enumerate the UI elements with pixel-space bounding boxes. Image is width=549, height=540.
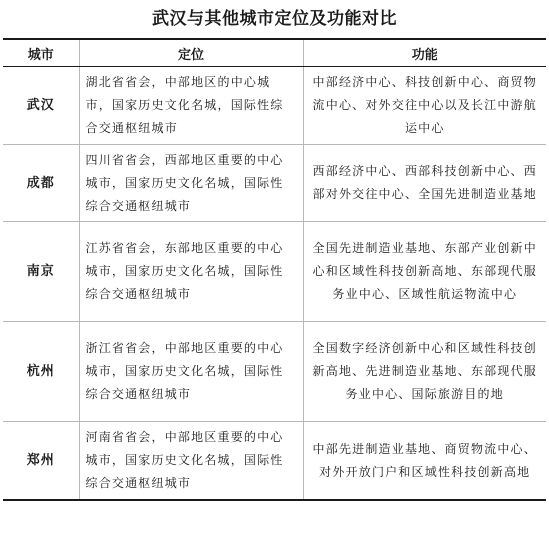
function-cell: 全国数字经济创新中心和区域性科技创新高地、先进制造业基地、东部现代服务业中心、国际旅游目的地	[303, 322, 546, 422]
function-cell: 西部经济中心、西部科技创新中心、西部对外交往中心、全国先进制造业基地	[303, 145, 546, 222]
function-cell: 中部先进制造业基地、商贸物流中心、对外开放门户和区域性科技创新高地	[303, 422, 546, 501]
table-header-row	[3, 39, 546, 67]
table-title: 武汉与其他城市定位及功能对比	[152, 9, 397, 29]
header-position: 定位	[79, 39, 303, 67]
position-cell: 湖北省省会，中部地区的中心城市，国家历史文化名城，国际性综合交通枢纽城市	[79, 67, 303, 145]
table-row	[3, 222, 546, 322]
table-row	[3, 322, 546, 422]
city-cell: 郑州	[3, 422, 79, 501]
table-row	[3, 67, 546, 145]
city-cell: 武汉	[3, 67, 79, 145]
function-cell: 中部经济中心、科技创新中心、商贸物流中心、对外交往中心以及长江中游航运中心	[303, 67, 546, 145]
function-cell: 全国先进制造业基地、东部产业创新中心和区域性科技创新高地、东部现代服务业中心、区域性航运物流中心	[303, 222, 546, 322]
position-cell: 江苏省省会，东部地区重要的中心城市，国家历史文化名城，国际性综合交通枢纽城市	[79, 222, 303, 322]
position-cell: 河南省省会，中部地区重要的中心城市，国家历史文化名城，国际性综合交通枢纽城市	[79, 422, 303, 501]
header-function: 功能	[303, 39, 546, 67]
table-row	[3, 145, 546, 222]
city-cell: 杭州	[3, 322, 79, 422]
table-row	[3, 422, 546, 501]
position-cell: 浙江省省会，中部地区重要的中心城市，国家历史文化名城，国际性综合交通枢纽城市	[79, 322, 303, 422]
comparison-table	[3, 38, 546, 501]
city-cell: 南京	[3, 222, 79, 322]
position-cell: 四川省省会，西部地区重要的中心城市，国家历史文化名城，国际性综合交通枢纽城市	[79, 145, 303, 222]
header-city: 城市	[3, 39, 79, 67]
city-cell: 成都	[3, 145, 79, 222]
